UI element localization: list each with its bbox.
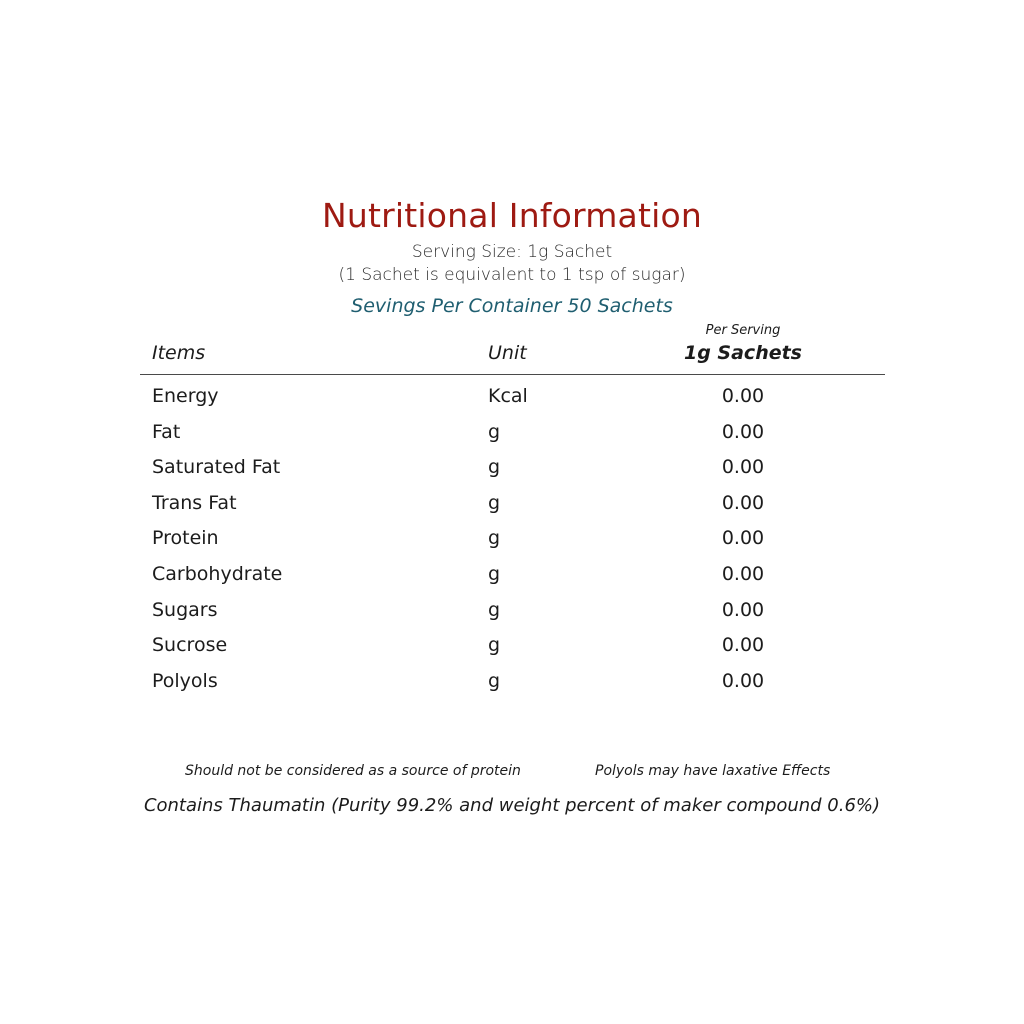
table-row	[0, 453, 1024, 489]
column-header-serving-unit: 1g Sachets	[683, 342, 802, 364]
table-row	[0, 524, 1024, 560]
nutrient-value: 0.00	[721, 634, 765, 657]
polyols-note: Polyols may have laxative Effects	[595, 763, 831, 779]
nutrient-unit: g	[488, 491, 501, 514]
serving-equivalence: (1 Sachet is equivalent to 1 tsp of sugar)	[338, 265, 686, 285]
table-row	[0, 489, 1024, 525]
table-row	[0, 382, 1024, 418]
table-row	[0, 596, 1024, 632]
servings-per-container: Sevings Per Container 50 Sachets	[351, 295, 673, 317]
nutrition-table-body	[0, 382, 1024, 702]
nutrient-value: 0.00	[721, 491, 765, 514]
column-header-items: Items	[152, 342, 206, 364]
nutrient-value: 0.00	[721, 456, 765, 479]
nutrient-value: 0.00	[721, 527, 765, 550]
nutrient-unit: g	[488, 420, 501, 443]
table-row	[0, 560, 1024, 596]
nutrient-name: Sugars	[152, 598, 218, 621]
nutrient-value: 0.00	[721, 562, 765, 585]
nutrient-name: Carbohydrate	[152, 562, 283, 585]
nutrient-name: Energy	[152, 385, 219, 407]
protein-note: Should not be considered as a source of protein	[185, 763, 521, 779]
nutrient-name: Fat	[152, 420, 181, 443]
contains-note: Contains Thaumatin (Purity 99.2% and weight percent of maker compound 0.6%)	[143, 795, 881, 816]
nutrient-unit: g	[488, 669, 501, 692]
nutrient-name: Protein	[152, 527, 219, 550]
nutrient-unit: g	[488, 598, 501, 621]
nutrient-value: 0.00	[721, 385, 765, 407]
header-divider	[140, 374, 885, 375]
table-row	[0, 631, 1024, 667]
nutrient-value: 0.00	[721, 420, 765, 443]
nutrient-name: Trans Fat	[152, 491, 237, 514]
nutrient-name: Saturated Fat	[152, 456, 281, 479]
page-title: Nutritional Information	[322, 196, 702, 235]
nutrient-value: 0.00	[721, 669, 765, 692]
nutrient-unit: g	[488, 527, 501, 550]
nutrient-name: Sucrose	[152, 634, 228, 657]
nutrient-unit: g	[488, 456, 501, 479]
serving-size: Serving Size: 1g Sachet	[411, 242, 613, 262]
table-row	[0, 418, 1024, 454]
column-header-per-serving: Per Serving	[705, 323, 781, 338]
table-row	[0, 667, 1024, 703]
nutrient-unit: g	[488, 634, 501, 657]
column-header-unit: Unit	[488, 342, 527, 364]
nutrient-unit: Kcal	[488, 385, 528, 407]
nutrient-unit: g	[488, 562, 501, 585]
nutrient-name: Polyols	[152, 669, 218, 692]
nutrient-value: 0.00	[721, 598, 765, 621]
